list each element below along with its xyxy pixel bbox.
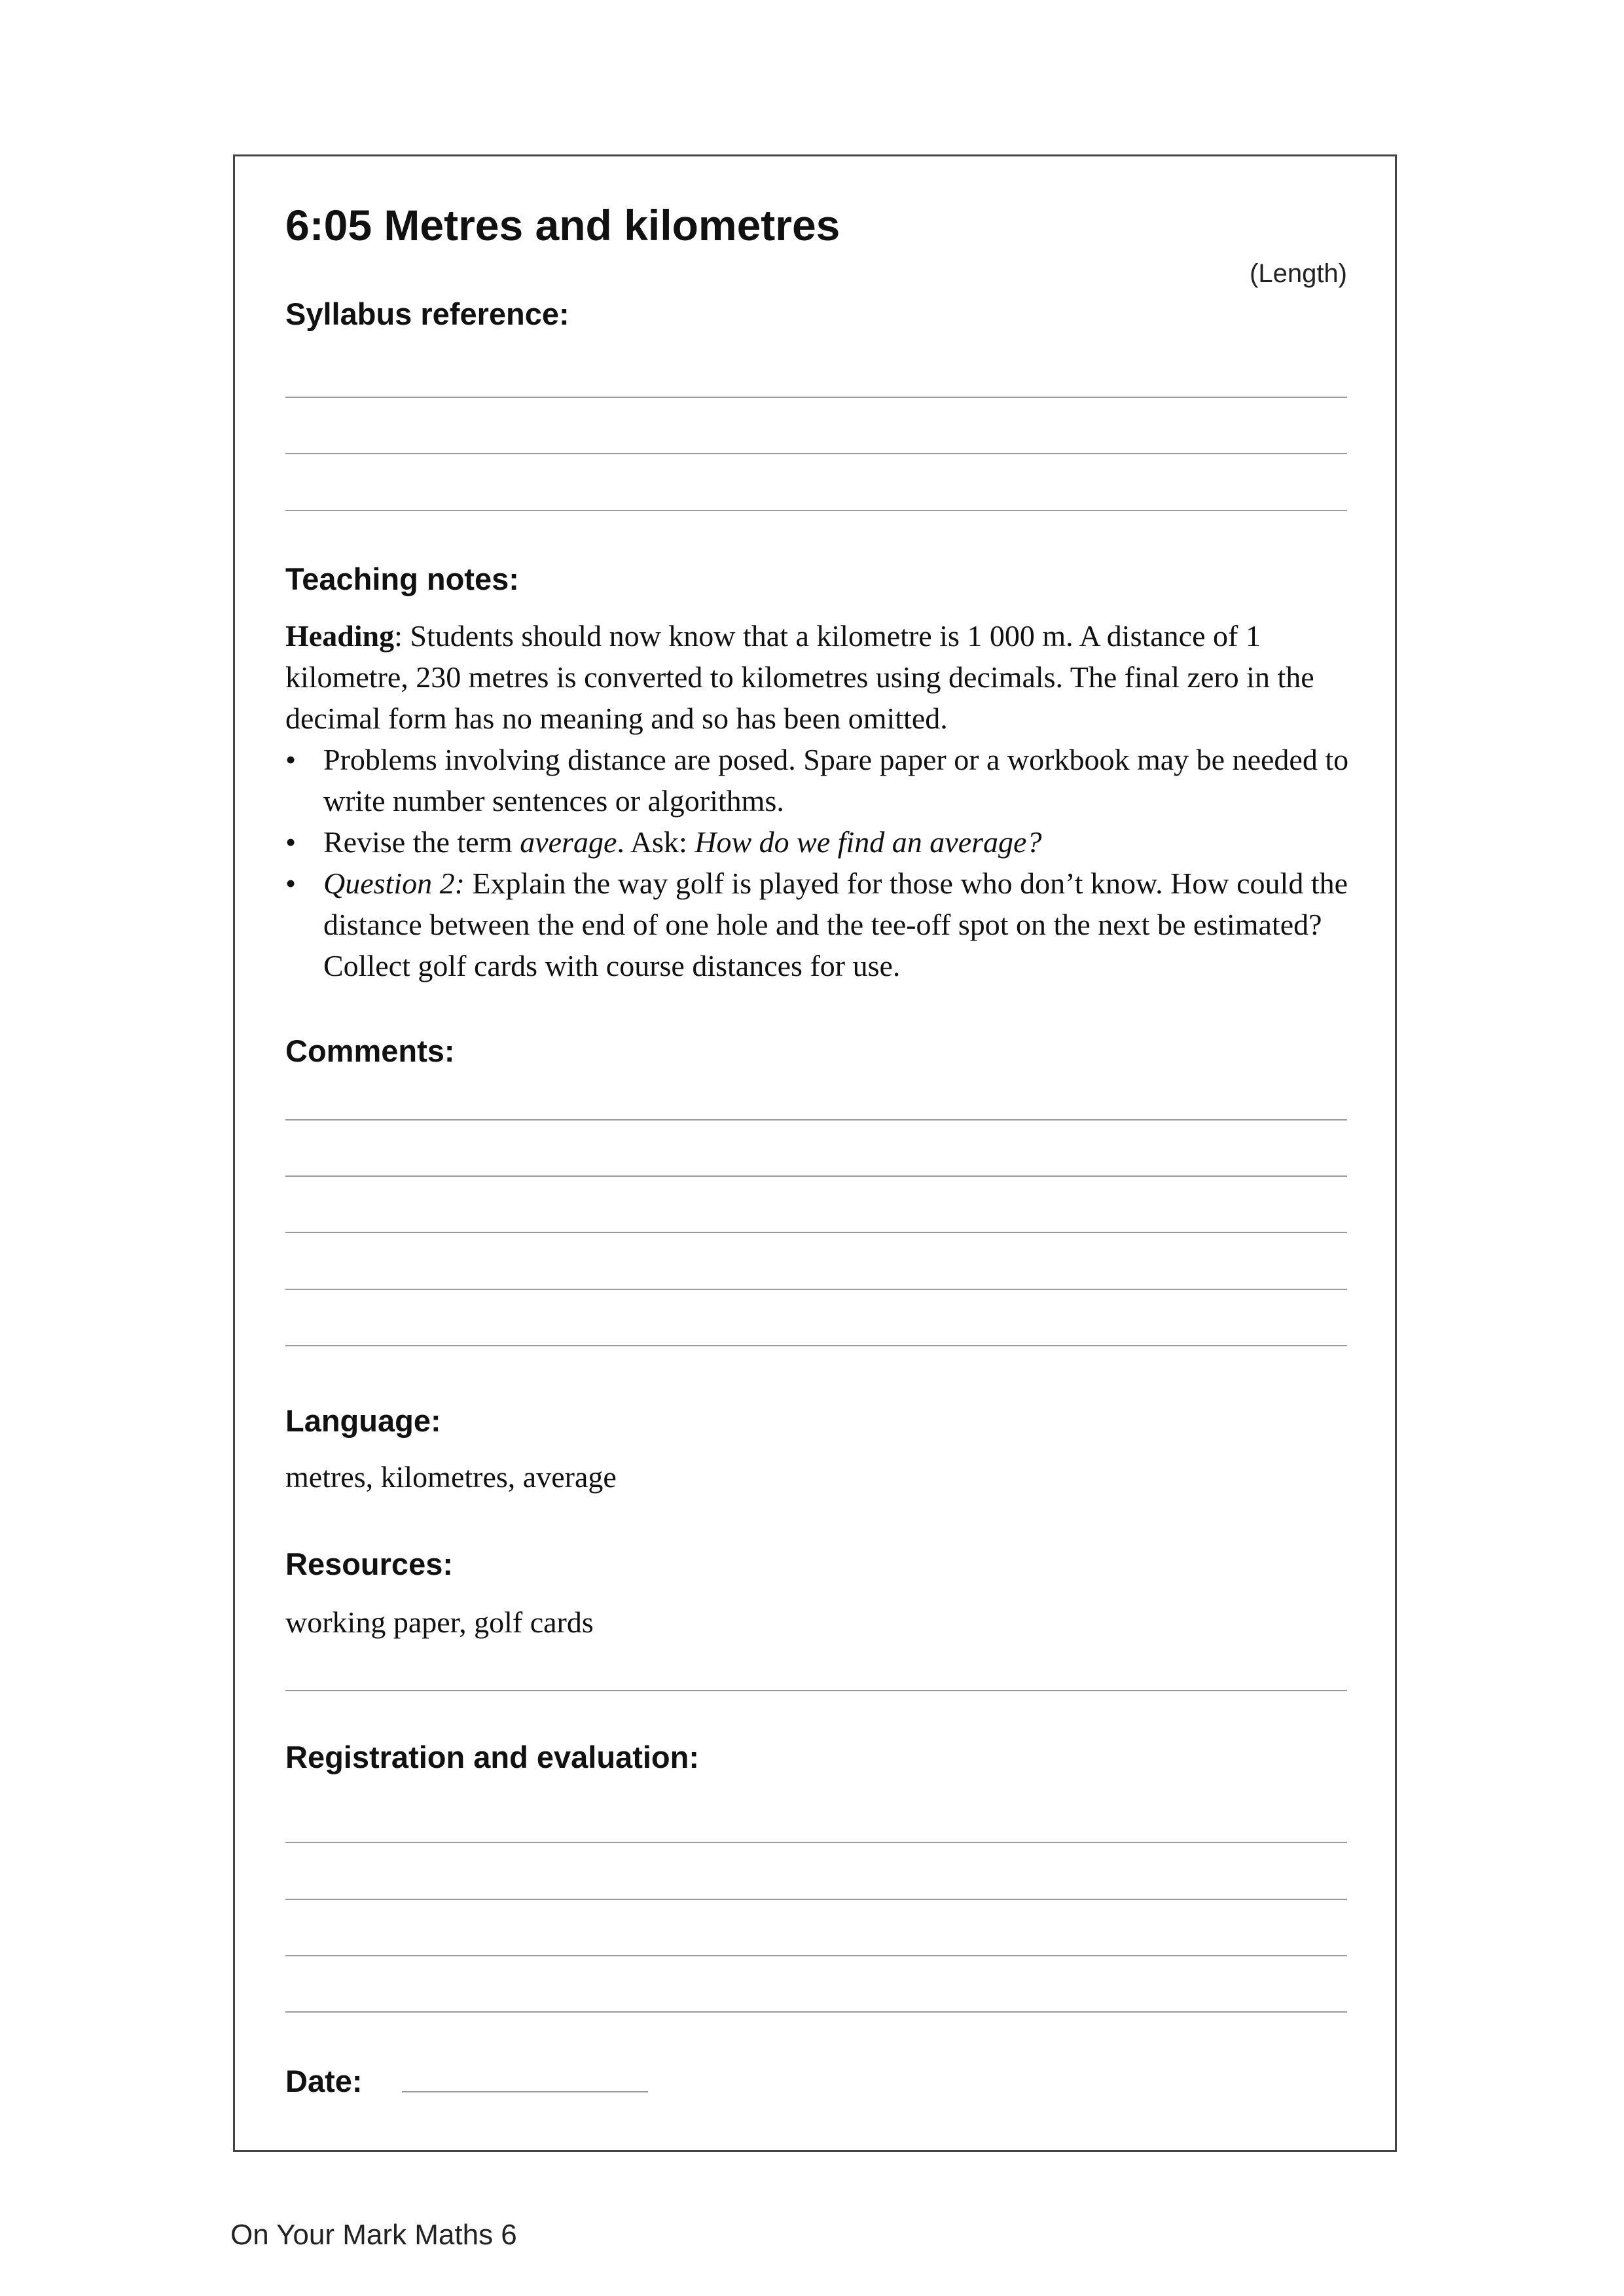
comments-line-4 [285, 1289, 1347, 1290]
syllabus-line-3 [285, 510, 1347, 511]
comments-line-3 [285, 1232, 1347, 1233]
language-text: metres, kilometres, average [285, 1460, 617, 1494]
date-label: Date: [285, 2064, 363, 2098]
list-item: • Problems involving distance are posed. Spare paper or a workbook may be needed to write number sentences or algorithms. [285, 739, 1359, 821]
page-title: 6:05 Metres and kilometres [285, 201, 840, 249]
resources-heading: Resources: [285, 1547, 453, 1581]
syllabus-line-1 [285, 397, 1347, 398]
intro-bold: Heading [285, 619, 395, 653]
comments-heading: Comments: [285, 1033, 455, 1068]
list-item: • Question 2: Explain the way golf is played for those who don’t know. How could the distance between the end of one hole and the tee-off spot on the next be estimated? Collect golf cards with course distances for use. [285, 863, 1359, 986]
registration-heading: Registration and evaluation: [285, 1740, 699, 1774]
topic-subtitle: (Length) [1250, 259, 1347, 288]
resources-text: working paper, golf cards [285, 1605, 594, 1639]
teaching-notes-intro [285, 615, 1359, 739]
comments-line-2 [285, 1175, 1347, 1177]
teaching-notes-list [285, 739, 1359, 986]
page-footer: On Your Mark Maths 6 [230, 2219, 517, 2251]
registration-line-3 [285, 1955, 1347, 1956]
comments-line-5 [285, 1345, 1347, 1346]
teaching-notes-heading: Teaching notes: [285, 562, 519, 596]
language-heading: Language: [285, 1403, 441, 1438]
resources-line [285, 1690, 1347, 1691]
date-field-line [402, 2091, 648, 2092]
syllabus-heading: Syllabus reference: [285, 296, 569, 331]
registration-line-1 [285, 1842, 1347, 1843]
syllabus-line-2 [285, 453, 1347, 454]
teaching-notes-body [285, 615, 1359, 986]
intro-text: : Students should now know that a kilometre is 1 000 m. A distance of 1 kilometre, 230 metres is converted to kilometres using decimals. The final zero in the decimal form has no meaning and so has been omitted. [285, 619, 1314, 735]
comments-line-1 [285, 1119, 1347, 1121]
registration-line-4 [285, 2011, 1347, 2013]
registration-line-2 [285, 1899, 1347, 1900]
list-item: • Revise the term average. Ask: How do we find an average? [285, 821, 1359, 863]
